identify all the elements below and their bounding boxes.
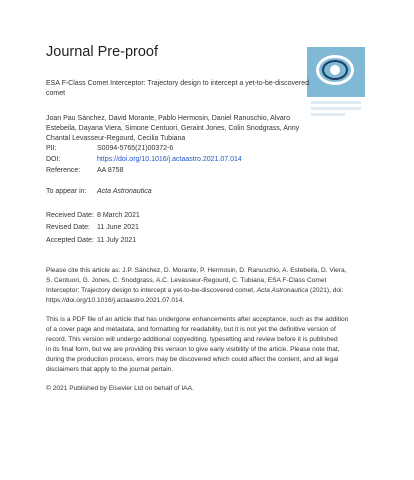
doi-row <box>46 155 242 164</box>
pii-value: S0094-5765(21)00372-6 <box>97 145 174 152</box>
author-line: Estebeila, Dayana Viera, Simone Centuori, Geraint Jones, Colin Snodgrass, Anny <box>46 125 300 132</box>
author-line: Joan Pau Sánchez, David Morante, Pablo Hermosin, Daniel Ranuschio, Alvaro <box>46 115 290 122</box>
cover-text-line <box>311 107 361 110</box>
citation-paragraph <box>46 266 376 306</box>
cover-text-line <box>311 101 361 104</box>
received-label: Received Date: <box>46 212 94 219</box>
disclaimer-line: record. This version will undergo additional copyediting, typesetting and review before it is published <box>46 336 338 343</box>
revised-label: Revised Date: <box>46 224 90 231</box>
article-title-line: ESA F-Class Comet Interceptor: Trajectory design to intercept a yet-to-be-discovered <box>46 80 310 87</box>
received-row <box>46 211 140 220</box>
reference-row <box>46 166 123 175</box>
disclaimer-paragraph <box>46 315 376 375</box>
accepted-value: 11 July 2021 <box>97 237 137 244</box>
author-list <box>46 114 346 144</box>
disclaimer-line: of a cover page and metadata, and formatting for readability, but it is not yet the definitive version of <box>46 326 336 333</box>
citation-text: Interceptor: Trajectory design to intercept a yet-to-be-discovered comet, <box>46 287 257 294</box>
citation-line <box>46 286 376 296</box>
copyright-notice: © 2021 Published by Elsevier Ltd on behalf of IAA. <box>46 385 194 392</box>
disclaimer-line: disclaimers that apply to the journal pertain. <box>46 366 174 373</box>
appear-label: To appear in: <box>46 188 87 195</box>
disclaimer-line: in its final form, but we are providing this version to give early visibility of the article. Please note that, <box>46 346 340 353</box>
reference-value: AA 8758 <box>97 167 124 174</box>
received-value: 8 March 2021 <box>97 212 140 219</box>
disclaimer-line: during the production process, errors may be discovered which could affect the content, and all legal <box>46 356 339 363</box>
citation-journal: Acta Astronautica <box>256 287 309 294</box>
pii-row <box>46 144 173 153</box>
doi-link[interactable]: https://doi.org/10.1016/j.actaastro.2021.07.014 <box>97 156 242 163</box>
disclaimer-line: This is a PDF file of an article that has undergone enhancements after acceptance, such as the addition <box>46 316 349 323</box>
accepted-label: Accepted Date: <box>46 237 94 244</box>
citation-line: Please cite this article as: J.P. Sánchez, D. Morante, P. Hermosin, D. Ranuschio, A. Estebeila, D. Viera, <box>46 267 347 274</box>
revised-value: 11 June 2021 <box>97 224 139 231</box>
reference-label: Reference: <box>46 167 81 174</box>
doi-label: DOI: <box>46 156 61 163</box>
citation-line: S. Centuori, G. Jones, C. Snodgrass, A.C. Levasseur-Regourd, C. Tubiana, ESA F-Class Comet <box>46 277 327 284</box>
page-title: Journal Pre-proof <box>46 44 159 60</box>
pii-label: PII: <box>46 145 57 152</box>
citation-doi-link[interactable]: https://doi.org/10.1016/j.actaastro.2021.07.014. <box>46 297 185 304</box>
author-line: Chantal Levasseur-Regourd, Cecilia Tubiana <box>46 135 186 142</box>
citation-text: (2021), doi: <box>308 287 344 294</box>
article-title-line: comet <box>46 90 66 97</box>
cover-core <box>330 65 340 75</box>
revised-row <box>46 223 139 232</box>
article-title <box>46 79 316 99</box>
appear-row <box>46 187 152 196</box>
accepted-row <box>46 236 136 245</box>
journal-name: Acta Astronautica <box>97 188 152 195</box>
